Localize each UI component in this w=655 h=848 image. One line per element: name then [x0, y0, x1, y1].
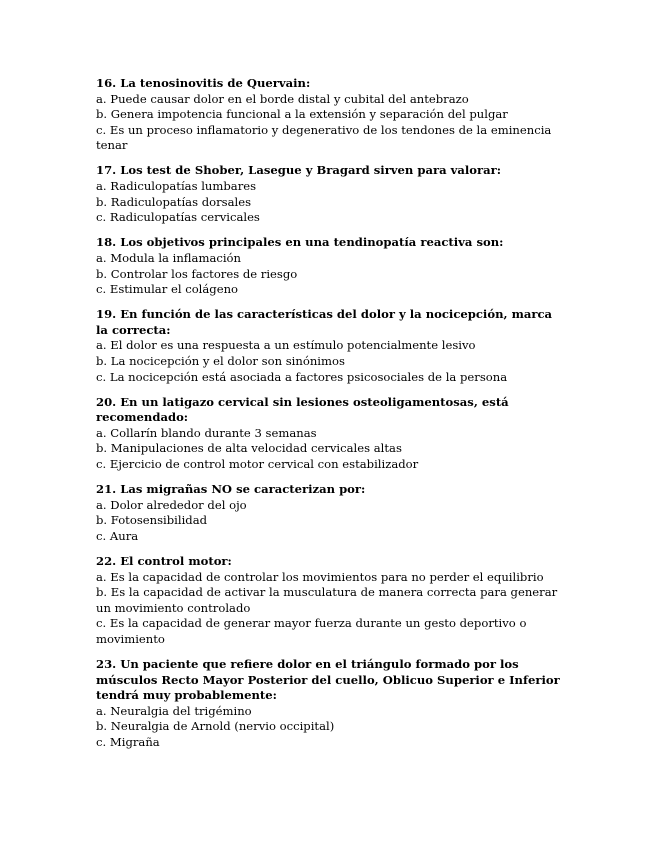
option-c: c. Aura: [96, 528, 139, 543]
option-a: a. Dolor alrededor del ojo: [96, 497, 247, 512]
option-c: c. Migraña: [96, 735, 160, 750]
option-a: a. Neuralgia del trigémino: [96, 703, 252, 718]
option-a: a. Collarín blando durante 3 semanas: [96, 425, 317, 440]
option-c: c. Es la capacidad de generar mayor fuerza durante un gesto deportivo o movimiento: [96, 616, 527, 646]
question-23: [96, 657, 566, 751]
option-b: b. Radiculopatías dorsales: [96, 194, 252, 209]
option-c: c. La nocicepción está asociada a factores psicosociales de la persona: [96, 369, 508, 384]
question-title: 23. Un paciente que refiere dolor en el triángulo formado por los músculos Recto Mayor Posterior del cuello, Oblicuo Superior e Inferior tendrá muy probablemente:: [96, 657, 560, 703]
question-21: [96, 482, 566, 544]
question-title: 16. La tenosinovitis de Quervain:: [96, 76, 311, 90]
question-18: [96, 235, 566, 297]
question-22: [96, 554, 566, 648]
option-a: a. Es la capacidad de controlar los movimientos para no perder el equilibrio: [96, 569, 544, 584]
document-page: [96, 76, 566, 760]
question-title: 20. En un latigazo cervical sin lesiones osteoligamentosas, está recomendado:: [96, 394, 509, 425]
option-a: a. Radiculopatías lumbares: [96, 179, 257, 194]
option-a: a. Modula la inflamación: [96, 250, 242, 265]
option-c: c. Estimular el colágeno: [96, 282, 239, 297]
option-b: b. Manipulaciones de alta velocidad cervicales altas: [96, 441, 402, 456]
option-b: b. Controlar los factores de riesgo: [96, 266, 298, 281]
question-title: 18. Los objetivos principales en una tendinopatía reactiva son:: [96, 235, 504, 250]
question-20: [96, 395, 566, 473]
option-a: a. Puede causar dolor en el borde distal y cubital del antebrazo: [96, 91, 469, 106]
option-b: b. Es la capacidad de activar la musculatura de manera correcta para generar un movimiento controlado: [96, 585, 558, 615]
option-c: c. Radiculopatías cervicales: [96, 210, 260, 225]
option-b: b. Fotosensibilidad: [96, 513, 208, 528]
question-title: 19. En función de las características del dolor y la nocicepción, marca la correcta:: [96, 307, 553, 337]
option-b: b. La nocicepción y el dolor son sinónimos: [96, 354, 345, 368]
question-17: [96, 163, 566, 225]
option-b: b. Genera impotencia funcional a la extensión y separación del pulgar: [96, 107, 508, 122]
option-c: c. Es un proceso inflamatorio y degenerativo de los tendones de la eminencia tenar: [96, 122, 552, 153]
question-19: [96, 307, 566, 385]
option-c: c. Ejercicio de control motor cervical con estabilizador: [96, 457, 419, 472]
question-16: [96, 76, 566, 154]
question-title: 21. Las migrañas NO se caracterizan por:: [96, 482, 366, 497]
question-title: 17. Los test de Shober, Lasegue y Bragard sirven para valorar:: [96, 163, 502, 178]
option-a: a. El dolor es una respuesta a un estímulo potencialmente lesivo: [96, 338, 476, 353]
option-b: b. Neuralgia de Arnold (nervio occipital): [96, 719, 335, 734]
question-title: 22. El control motor:: [96, 554, 232, 569]
